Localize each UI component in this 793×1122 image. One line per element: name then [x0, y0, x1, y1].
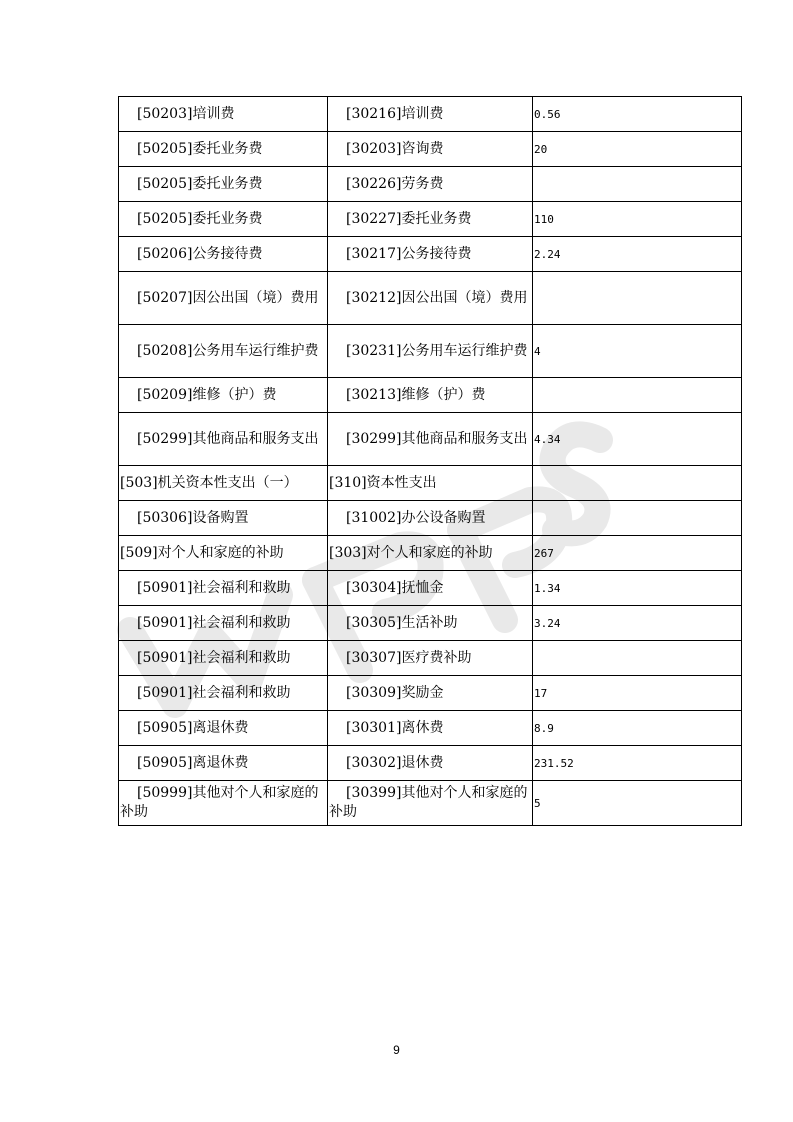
expense-function-category-cell: [50208]公务用车运行维护费	[119, 325, 328, 378]
table-row	[119, 413, 742, 466]
expense-function-category-cell: [503]机关资本性支出（一）	[119, 466, 328, 501]
expense-economic-category-cell: [30203]咨询费	[328, 132, 533, 167]
expense-economic-category-cell: [30304]抚恤金	[328, 571, 533, 606]
table-row	[119, 272, 742, 325]
expense-economic-category-cell: [30216]培训费	[328, 97, 533, 132]
amount-cell	[533, 167, 742, 202]
amount-cell	[533, 501, 742, 536]
expense-function-category-cell: [50901]社会福利和救助	[119, 641, 328, 676]
table-row	[119, 781, 742, 826]
expense-function-category-cell: [50905]离退休费	[119, 711, 328, 746]
amount-cell	[533, 272, 742, 325]
expense-function-category-cell: [50901]社会福利和救助	[119, 571, 328, 606]
table-row	[119, 167, 742, 202]
expense-function-category-cell: [50901]社会福利和救助	[119, 676, 328, 711]
expense-economic-category-cell: [30305]生活补助	[328, 606, 533, 641]
expense-economic-category-cell: [30213]维修（护）费	[328, 378, 533, 413]
amount-cell: 2.24	[533, 237, 742, 272]
amount-cell: 4.34	[533, 413, 742, 466]
expense-function-category-cell: [50901]社会福利和救助	[119, 606, 328, 641]
amount-cell	[533, 641, 742, 676]
table-row	[119, 501, 742, 536]
expense-economic-category-cell: [310]资本性支出	[328, 466, 533, 501]
amount-cell: 20	[533, 132, 742, 167]
expense-function-category-cell: [50205]委托业务费	[119, 167, 328, 202]
amount-cell: 231.52	[533, 746, 742, 781]
table-row	[119, 237, 742, 272]
expense-economic-category-cell: [30309]奖励金	[328, 676, 533, 711]
amount-cell	[533, 466, 742, 501]
expense-function-category-cell: [50206]公务接待费	[119, 237, 328, 272]
expense-economic-category-cell: [30212]因公出国（境）费用	[328, 272, 533, 325]
expense-function-category-cell: [50905]离退休费	[119, 746, 328, 781]
expense-function-category-cell: [509]对个人和家庭的补助	[119, 536, 328, 571]
expense-economic-category-cell: [30217]公务接待费	[328, 237, 533, 272]
table-row	[119, 711, 742, 746]
table-row	[119, 746, 742, 781]
table-row	[119, 571, 742, 606]
budget-table	[118, 96, 742, 826]
amount-cell: 5	[533, 781, 742, 826]
amount-cell: 1.34	[533, 571, 742, 606]
expense-function-category-cell: [50205]委托业务费	[119, 132, 328, 167]
expense-economic-category-cell: [30227]委托业务费	[328, 202, 533, 237]
expense-function-category-cell: [50209]维修（护）费	[119, 378, 328, 413]
table-row	[119, 466, 742, 501]
amount-cell	[533, 378, 742, 413]
expense-economic-category-cell: [30231]公务用车运行维护费	[328, 325, 533, 378]
expense-economic-category-cell: [30399]其他对个人和家庭的补助	[328, 781, 533, 826]
page-number: 9	[393, 1043, 400, 1057]
expense-function-category-cell: [50306]设备购置	[119, 501, 328, 536]
expense-function-category-cell: [50299]其他商品和服务支出	[119, 413, 328, 466]
amount-cell: 4	[533, 325, 742, 378]
table-row	[119, 202, 742, 237]
table-row	[119, 97, 742, 132]
expense-economic-category-cell: [30302]退休费	[328, 746, 533, 781]
expense-economic-category-cell: [30307]医疗费补助	[328, 641, 533, 676]
table-row	[119, 536, 742, 571]
expense-economic-category-cell: [30301]离休费	[328, 711, 533, 746]
table-row	[119, 641, 742, 676]
table-row	[119, 325, 742, 378]
expense-function-category-cell: [50203]培训费	[119, 97, 328, 132]
table-row	[119, 378, 742, 413]
table-row	[119, 606, 742, 641]
amount-cell: 110	[533, 202, 742, 237]
amount-cell: 17	[533, 676, 742, 711]
amount-cell: 3.24	[533, 606, 742, 641]
expense-economic-category-cell: [31002]办公设备购置	[328, 501, 533, 536]
table-row	[119, 132, 742, 167]
expense-economic-category-cell: [30299]其他商品和服务支出	[328, 413, 533, 466]
expense-function-category-cell: [50207]因公出国（境）费用	[119, 272, 328, 325]
expense-economic-category-cell: [303]对个人和家庭的补助	[328, 536, 533, 571]
expense-function-category-cell: [50205]委托业务费	[119, 202, 328, 237]
amount-cell: 267	[533, 536, 742, 571]
expense-function-category-cell: [50999]其他对个人和家庭的补助	[119, 781, 328, 826]
expense-economic-category-cell: [30226]劳务费	[328, 167, 533, 202]
table-row	[119, 676, 742, 711]
amount-cell: 8.9	[533, 711, 742, 746]
amount-cell: 0.56	[533, 97, 742, 132]
